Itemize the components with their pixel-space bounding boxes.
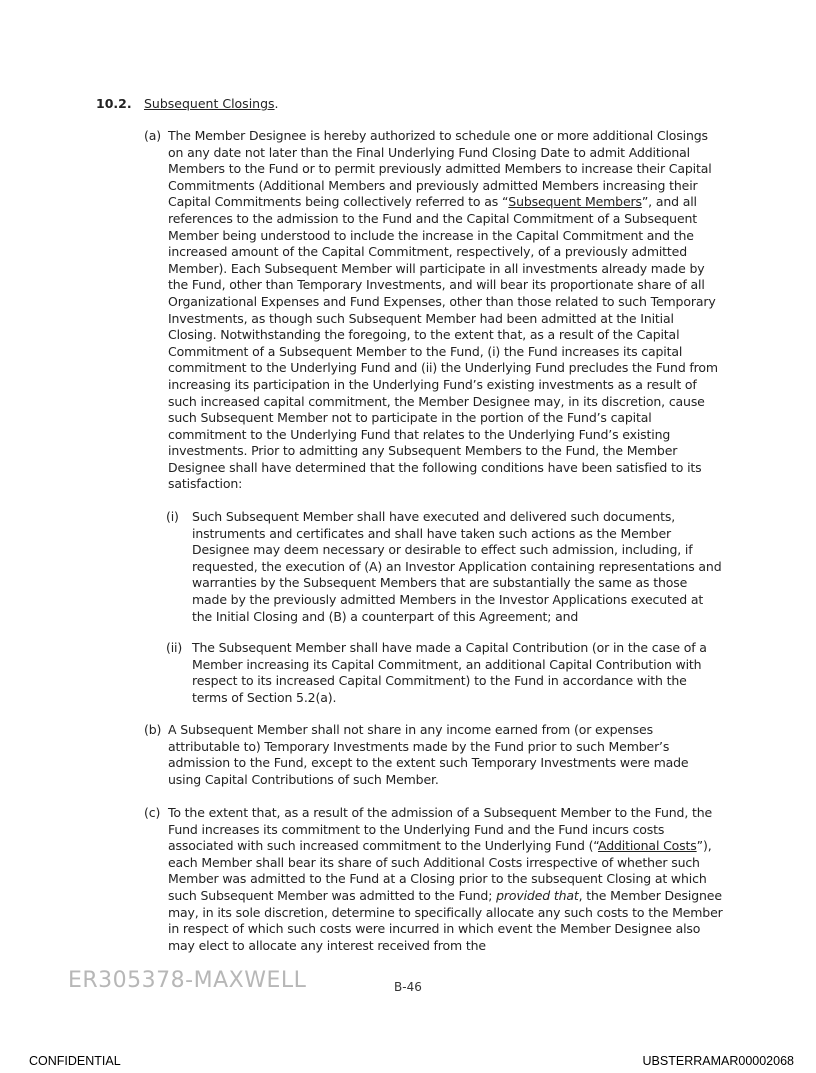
paragraph-c-text-part-1: To the extent that, as a result of the admission of a Subsequent Member to the Fund, the Fund increases its commitment to the Underlying Fund and the Fund incurs costs associated with such increased commitment to the Underlying Fund (“ [168, 805, 713, 854]
proviso-italic: provided that [496, 887, 579, 903]
paragraph-b-label: (b) [144, 722, 162, 737]
paragraph-ii-label: (ii) [166, 640, 183, 655]
paragraph-c-text-part-3: , the Member Designee may, in its sole discretion, determine to specifically allocate any such costs to the Member in respect of which such costs were incurred in which event the Member Designee also may elect to allocate any interest received from the [168, 887, 723, 953]
section-number: 10.2. [96, 96, 132, 111]
paragraph-a-text [168, 128, 724, 493]
paragraph-a-label: (a) [144, 128, 161, 143]
page-number: B-46 [394, 980, 422, 994]
paragraph-i-text: Such Subsequent Member shall have executed and delivered such documents, instruments and certificates and shall have taken such actions as the Member Designee may deem necessary or desirable to effect such admission, including, if requested, the execution of (A) an Investor Application containing representations and warranties by the Subsequent Members that are substantially the same as those made by the previously admitted Members in the Investor Applications executed at the Initial Closing and (B) a counterpart of this Agreement; and [192, 509, 722, 624]
defined-term-additional-costs: Additional Costs [598, 838, 697, 854]
section-heading [96, 95, 279, 112]
paragraph-c-text [168, 805, 724, 954]
confidential-label: CONFIDENTIAL [29, 1054, 121, 1068]
bates-number: UBSTERRAMAR00002068 [642, 1054, 794, 1068]
paragraph-i-label: (i) [166, 509, 179, 524]
section-title-period: . [274, 96, 279, 111]
paragraph-a-text-part-2: ”, and all references to the admission to the Fund and the Capital Commitment of a Subsequent Member being understood to include the increase in the Capital Commitment and the increased amount of the Capital Commitment, respectively, of a previously admitted Member). Each Subsequent Member will participate in all investments already made by the Fund, other than Temporary Investments, and will bear its proportionate share of all Organizational Expenses and Fund Expenses, other than those related to such Temporary Investments, as though such Subsequent Member had been admitted at the Initial Closing. Notwithstanding the foregoing, to the extent that, as a result of the Capital Commitment of a Subsequent Member to the Fund, (i) the Fund increases its capital commitment to the Underlying Fund and (ii) the Underlying Fund precludes the Fund from increasing its participation in the Underlying Fund’s existing investments as a result of such increased capital commitment, the Member Designee may, in its discretion, cause such Subsequent Member not to participate in the portion of the Fund’s capital commitment to the Underlying Fund that relates to the Underlying Fund’s existing investments. Prior to admitting any Subsequent Members to the Fund, the Member Designee shall have determined that the following conditions have been satisfied to its satisfaction: [168, 194, 718, 492]
paragraph-c-text-part-2: ”), each Member shall bear its share of such Additional Costs irrespective of whether such Member was admitted to the Fund at a Closing prior to the subsequent Closing at which such Subsequent Member was admitted to the Fund; [168, 838, 712, 903]
defined-term-subsequent-members: Subsequent Members [508, 194, 642, 210]
paragraph-a-text-part-1: The Member Designee is hereby authorized to schedule one or more additional Closings on any date not later than the Final Underlying Fund Closing Date to admit Additional Members to the Fund or to permit previously admitted Members to increase their Capital Commitments (Additional Members and previously admitted Members increasing their Capital Commitments being collectively referred to as “ [168, 128, 712, 210]
section-title: Subsequent Closings [144, 96, 275, 111]
paragraph-b-text: A Subsequent Member shall not share in any income earned from (or expenses attributable to) Temporary Investments made by the Fund prior to such Member’s admission to the Fund, except to the extent such Temporary Investments were made using Capital Contributions of such Member. [168, 722, 689, 787]
exhibit-watermark: ER305378-MAXWELL [68, 968, 307, 993]
paragraph-c-label: (c) [144, 805, 161, 820]
paragraph-ii-text: The Subsequent Member shall have made a Capital Contribution (or in the case of a Member increasing its Capital Commitment, an additional Capital Contribution with respect to its increased Capital Commitment) to the Fund in accordance with the terms of Section 5.2(a). [192, 640, 707, 705]
